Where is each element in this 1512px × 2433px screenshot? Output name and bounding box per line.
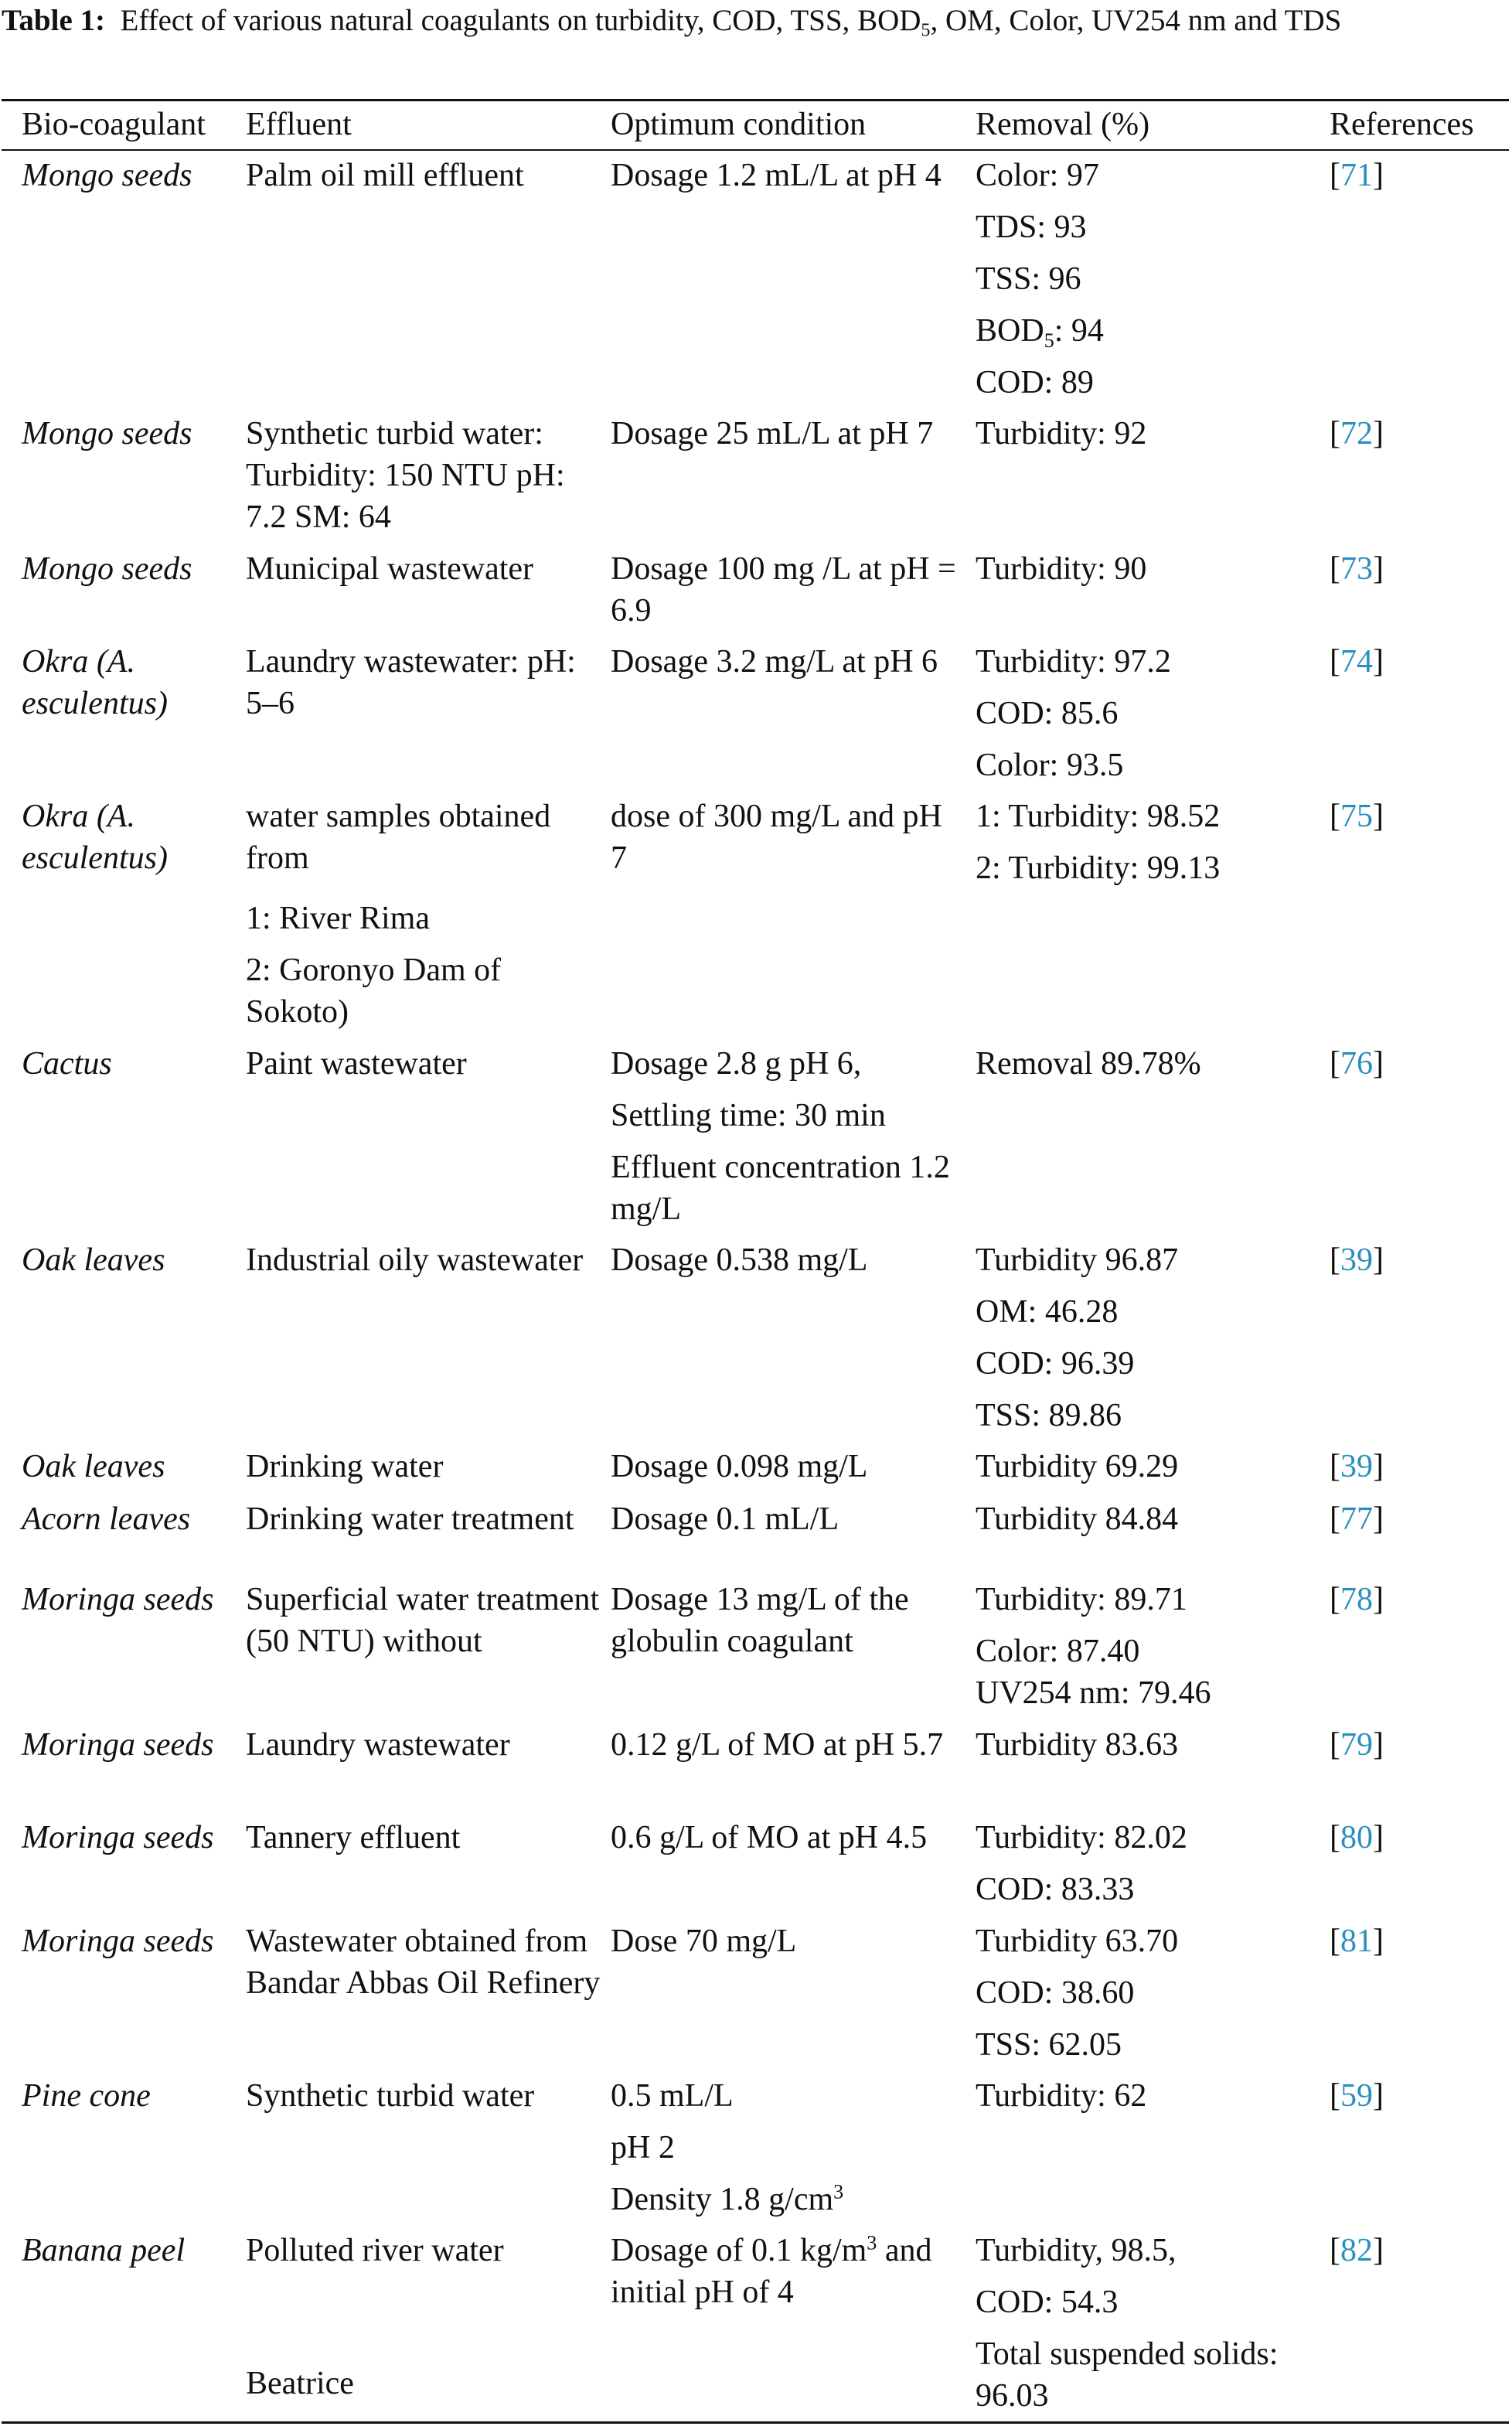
- reference-bracket: [: [1330, 1582, 1340, 1617]
- removal-cell: [976, 548, 1316, 590]
- bio-coagulant-cell: Pine cone: [22, 2078, 151, 2114]
- reference-bracket: [: [1330, 1242, 1340, 1278]
- optimum-condition-cell: [611, 1579, 966, 1662]
- reference-bracket: ]: [1373, 1046, 1384, 1082]
- bio-coagulant-cell: Okra (A. esculentus): [22, 644, 168, 721]
- reference-bracket: ]: [1373, 1727, 1384, 1763]
- removal-cell-line: COD: 83.33: [976, 1872, 1135, 1907]
- reference-number[interactable]: 73: [1340, 551, 1373, 587]
- removal-cell-line: Color: 87.40: [976, 1634, 1140, 1669]
- optimum-condition-cell: [611, 155, 966, 196]
- bio-coagulant-cell: Oak leaves: [22, 1242, 165, 1278]
- optimum-condition-cell-line: Dosage 25 mL/L at pH 7: [611, 416, 934, 452]
- removal-cell-line: 1: Turbidity: 98.52: [976, 799, 1221, 834]
- reference-link[interactable]: [1330, 1239, 1500, 1281]
- effluent-cell: [246, 1817, 603, 1859]
- removal-cell: [976, 1498, 1316, 1540]
- removal-cell: [976, 1446, 1316, 1487]
- optimum-condition-cell: [611, 1724, 966, 1766]
- bio-coagulant-cell: Acorn leaves: [22, 1501, 191, 1537]
- reference-bracket: [: [1330, 799, 1340, 834]
- bio-coagulant-cell: Mongo seeds: [22, 416, 192, 452]
- removal-cell-line: Turbidity: 97.2: [976, 644, 1171, 680]
- removal-cell: [976, 1579, 1316, 1714]
- removal-cell-line: $BOD_5$: 94: [976, 313, 1104, 352]
- optimum-condition-cell-line: Dosage 3.2 mg/L at pH 6: [611, 644, 938, 680]
- reference-number[interactable]: 72: [1340, 416, 1373, 452]
- effluent-cell: [246, 1920, 603, 2004]
- reference-number[interactable]: 39: [1340, 1242, 1373, 1278]
- bottom-rule: [2, 2421, 1509, 2424]
- effluent-cell-line: Drinking water treatment: [246, 1501, 574, 1537]
- removal-cell-line: COD: 96.39: [976, 1346, 1135, 1382]
- removal-cell: [976, 641, 1316, 786]
- reference-bracket: ]: [1373, 1582, 1384, 1617]
- optimum-condition-cell: [611, 641, 966, 683]
- reference-number[interactable]: 76: [1340, 1046, 1373, 1082]
- bio-coagulant-cell: Cactus: [22, 1046, 112, 1082]
- reference-bracket: ]: [1373, 158, 1384, 193]
- optimum-condition-cell: [611, 1920, 966, 1962]
- effluent-cell: [246, 1239, 603, 1281]
- removal-cell-line: COD: 89: [976, 365, 1094, 400]
- removal-cell-line: Turbidity, 98.5,: [976, 2233, 1177, 2268]
- bio-coagulant-cell: Okra (A. esculentus): [22, 799, 168, 876]
- removal-cell-line: Total suspended solids: 96.03: [976, 2336, 1279, 2414]
- reference-number[interactable]: 75: [1340, 799, 1373, 834]
- removal-cell-line: 2: Turbidity: 99.13: [976, 850, 1221, 886]
- effluent-cell: [246, 2230, 603, 2404]
- table-caption-label: Table 1:: [2, 4, 106, 37]
- removal-cell-line: Color: 93.5: [976, 748, 1124, 783]
- effluent-cell-line: Tannery effluent: [246, 1820, 461, 1855]
- optimum-condition-cell-line: Dosage 2.8 g pH 6,: [611, 1046, 862, 1082]
- reference-link[interactable]: [1330, 2230, 1500, 2271]
- reference-bracket: [: [1330, 1924, 1340, 1959]
- reference-bracket: ]: [1373, 1924, 1384, 1959]
- header-references: References: [1330, 107, 1474, 142]
- header-bio-coagulant: Bio-coagulant: [22, 107, 206, 142]
- optimum-condition-cell: [611, 1043, 966, 1230]
- reference-bracket: [: [1330, 1046, 1340, 1082]
- reference-number[interactable]: 80: [1340, 1820, 1373, 1855]
- removal-cell-line: COD: 85.6: [976, 696, 1119, 731]
- reference-number[interactable]: 78: [1340, 1582, 1373, 1617]
- removal-cell: [976, 155, 1316, 404]
- bio-coagulant-cell: Banana peel: [22, 2233, 186, 2268]
- reference-link[interactable]: [1330, 548, 1500, 590]
- reference-link[interactable]: [1330, 1817, 1500, 1859]
- reference-number[interactable]: 82: [1340, 2233, 1373, 2268]
- optimum-condition-cell-line: Effluent concentration 1.2 mg/L: [611, 1150, 950, 1227]
- reference-bracket: ]: [1373, 2233, 1384, 2268]
- removal-cell-line: Removal 89.78%: [976, 1046, 1201, 1082]
- reference-bracket: [: [1330, 644, 1340, 680]
- effluent-cell: [246, 1498, 603, 1540]
- reference-link[interactable]: [1330, 1498, 1500, 1540]
- optimum-condition-cell-line: Dose 70 mg/L: [611, 1924, 797, 1959]
- bio-coagulant-cell: Moringa seeds: [22, 1582, 214, 1617]
- removal-cell: [976, 413, 1316, 455]
- reference-bracket: [: [1330, 551, 1340, 587]
- effluent-cell-line: Industrial oily wastewater: [246, 1242, 584, 1278]
- reference-bracket: ]: [1373, 1820, 1384, 1855]
- optimum-condition-cell-line: 0.6 g/L of MO at pH 4.5: [611, 1820, 928, 1855]
- reference-number[interactable]: 59: [1340, 2078, 1373, 2114]
- removal-cell: [976, 1043, 1316, 1085]
- optimum-condition-cell-line: Dosage 100 mg /L at pH = 6.9: [611, 551, 956, 629]
- reference-link[interactable]: [1330, 155, 1500, 196]
- reference-link[interactable]: [1330, 796, 1500, 837]
- removal-cell-line: Color: 97: [976, 158, 1099, 193]
- optimum-condition-cell-line: 0.12 g/L of MO at pH 5.7: [611, 1727, 944, 1763]
- reference-bracket: [: [1330, 416, 1340, 452]
- effluent-cell-line: Drinking water: [246, 1449, 444, 1484]
- removal-cell-line: Turbidity 83.63: [976, 1727, 1179, 1763]
- removal-cell: [976, 2075, 1316, 2117]
- effluent-cell-line: Synthetic turbid water: Turbidity: 150 NTU pH: 7.2 SM: 64: [246, 416, 565, 535]
- effluent-cell: [246, 1579, 603, 1662]
- header-rule: [2, 149, 1509, 151]
- removal-cell-line: Turbidity: 82.02: [976, 1820, 1187, 1855]
- top-rule: [2, 99, 1509, 101]
- effluent-cell: [246, 796, 603, 1033]
- effluent-cell: [246, 1043, 603, 1085]
- optimum-condition-cell-line: Dosage 0.538 mg/L: [611, 1242, 868, 1278]
- effluent-cell-line: Superficial water treatment (50 NTU) without: [246, 1582, 600, 1659]
- optimum-condition-cell: [611, 1446, 966, 1487]
- reference-bracket: [: [1330, 2078, 1340, 2114]
- removal-cell-line: COD: 38.60: [976, 1975, 1135, 2011]
- reference-bracket: ]: [1373, 799, 1384, 834]
- reference-number[interactable]: 81: [1340, 1924, 1373, 1959]
- reference-link[interactable]: [1330, 1446, 1500, 1487]
- optimum-condition-cell-line: Dosage 1.2 mL/L at pH 4: [611, 158, 942, 193]
- table-caption: [2, 0, 1509, 42]
- removal-cell-line: TSS: 62.05: [976, 2027, 1122, 2063]
- effluent-cell: [246, 155, 603, 196]
- bio-coagulant-cell: Oak leaves: [22, 1449, 165, 1484]
- removal-cell-line: UV254 nm: 79.46: [976, 1675, 1211, 1711]
- optimum-condition-cell: [611, 548, 966, 632]
- optimum-condition-cell: [611, 413, 966, 455]
- table-caption-text: Effect of various natural coagulants on turbidity, COD, TSS, $BOD_5$, OM, Color, UV254 nm and TDS: [120, 4, 1342, 41]
- reference-link[interactable]: [1330, 1579, 1500, 1620]
- effluent-cell-line: Beatrice: [246, 2366, 354, 2401]
- optimum-condition-cell: [611, 1239, 966, 1281]
- effluent-cell-line: water samples obtained from: [246, 799, 551, 876]
- reference-bracket: [: [1330, 1727, 1340, 1763]
- reference-link[interactable]: [1330, 1724, 1500, 1766]
- reference-number[interactable]: 79: [1340, 1727, 1373, 1763]
- effluent-cell: [246, 413, 603, 538]
- reference-link[interactable]: [1330, 641, 1500, 683]
- reference-bracket: [: [1330, 1820, 1340, 1855]
- optimum-condition-cell: [611, 2075, 966, 2220]
- reference-bracket: ]: [1373, 644, 1384, 680]
- reference-bracket: [: [1330, 2233, 1340, 2268]
- removal-cell-line: TSS: 89.86: [976, 1398, 1122, 1433]
- removal-cell-line: Turbidity 96.87: [976, 1242, 1179, 1278]
- bio-coagulant-cell: Moringa seeds: [22, 1924, 214, 1959]
- bio-coagulant-cell: Mongo seeds: [22, 551, 192, 587]
- removal-cell-line: TDS: 93: [976, 210, 1087, 245]
- reference-link[interactable]: [1330, 1920, 1500, 1962]
- removal-cell-line: Turbidity 63.70: [976, 1924, 1179, 1959]
- optimum-condition-cell-line: Dosage of 0.1 $kg/m^3$ and initial pH of 4: [611, 2231, 932, 2310]
- removal-cell: [976, 1724, 1316, 1766]
- removal-cell-line: Turbidity: 90: [976, 551, 1147, 587]
- effluent-cell-line: Municipal wastewater: [246, 551, 534, 587]
- header-effluent: Effluent: [246, 107, 352, 142]
- optimum-condition-cell: [611, 1817, 966, 1859]
- optimum-condition-cell-line: dose of 300 mg/L and pH 7: [611, 799, 942, 876]
- removal-cell: [976, 796, 1316, 889]
- optimum-condition-cell-line: pH 2: [611, 2130, 675, 2166]
- effluent-cell: [246, 641, 603, 724]
- header-optimum-condition: Optimum condition: [611, 107, 867, 142]
- removal-cell-line: Turbidity: 62: [976, 2078, 1147, 2114]
- reference-bracket: [: [1330, 158, 1340, 193]
- reference-bracket: [: [1330, 1449, 1340, 1484]
- removal-cell-line: COD: 54.3: [976, 2285, 1119, 2320]
- reference-bracket: ]: [1373, 1242, 1384, 1278]
- effluent-cell-line: Laundry wastewater: pH: 5–6: [246, 644, 576, 721]
- effluent-cell-line: Paint wastewater: [246, 1046, 467, 1082]
- effluent-cell-line: Palm oil mill effluent: [246, 158, 524, 193]
- effluent-cell-line: Laundry wastewater: [246, 1727, 510, 1763]
- effluent-cell-line: Polluted river water: [246, 2233, 504, 2268]
- optimum-condition-cell: [611, 796, 966, 879]
- effluent-cell: [246, 1446, 603, 1487]
- reference-bracket: ]: [1373, 551, 1384, 587]
- header-removal: Removal (%): [976, 107, 1150, 142]
- removal-cell: [976, 1817, 1316, 1910]
- optimum-condition-cell-line: Settling time: 30 min: [611, 1098, 886, 1133]
- reference-bracket: [: [1330, 1501, 1340, 1537]
- removal-cell-line: TSS: 96: [976, 261, 1081, 297]
- effluent-cell-line: 1: River Rima: [246, 901, 430, 936]
- removal-cell-line: OM: 46.28: [976, 1294, 1119, 1330]
- effluent-cell-line: Synthetic turbid water: [246, 2078, 535, 2114]
- effluent-cell: [246, 2075, 603, 2117]
- reference-bracket: ]: [1373, 1449, 1384, 1484]
- removal-cell-line: Turbidity: 89.71: [976, 1582, 1187, 1617]
- removal-cell-line: Turbidity 84.84: [976, 1501, 1179, 1537]
- reference-link[interactable]: [1330, 1043, 1500, 1085]
- reference-bracket: ]: [1373, 416, 1384, 452]
- reference-number[interactable]: 74: [1340, 644, 1373, 680]
- effluent-cell: [246, 548, 603, 590]
- optimum-condition-cell-line: Dosage 0.1 mL/L: [611, 1501, 839, 1537]
- removal-cell-line: Turbidity 69.29: [976, 1449, 1179, 1484]
- bio-coagulant-cell: Moringa seeds: [22, 1820, 214, 1855]
- reference-link[interactable]: [1330, 2075, 1500, 2117]
- optimum-condition-cell: [611, 2230, 966, 2313]
- bio-coagulant-cell: Mongo seeds: [22, 158, 192, 193]
- reference-bracket: ]: [1373, 1501, 1384, 1537]
- removal-cell: [976, 1239, 1316, 1436]
- optimum-condition-cell: [611, 1498, 966, 1540]
- removal-cell: [976, 2230, 1316, 2417]
- optimum-condition-cell-line: Dosage 0.098 mg/L: [611, 1449, 868, 1484]
- reference-bracket: ]: [1373, 2078, 1384, 2114]
- removal-cell: [976, 1920, 1316, 2066]
- reference-link[interactable]: [1330, 413, 1500, 455]
- effluent-cell-line: Wastewater obtained from Bandar Abbas Oil Refinery: [246, 1924, 601, 2001]
- effluent-cell-line: 2: Goronyo Dam of Sokoto): [246, 952, 502, 1030]
- effluent-cell: [246, 1724, 603, 1766]
- optimum-condition-cell-line: 0.5 mL/L: [611, 2078, 734, 2114]
- optimum-condition-cell-line: Dosage 13 mg/L of the globulin coagulant: [611, 1582, 909, 1659]
- removal-cell-line: Turbidity: 92: [976, 416, 1147, 452]
- reference-number[interactable]: 39: [1340, 1449, 1373, 1484]
- bio-coagulant-cell: Moringa seeds: [22, 1727, 214, 1763]
- optimum-condition-cell-line: Density 1.8 $g/cm^3$: [611, 2180, 844, 2217]
- reference-number[interactable]: 77: [1340, 1501, 1373, 1537]
- reference-number[interactable]: 71: [1340, 158, 1373, 193]
